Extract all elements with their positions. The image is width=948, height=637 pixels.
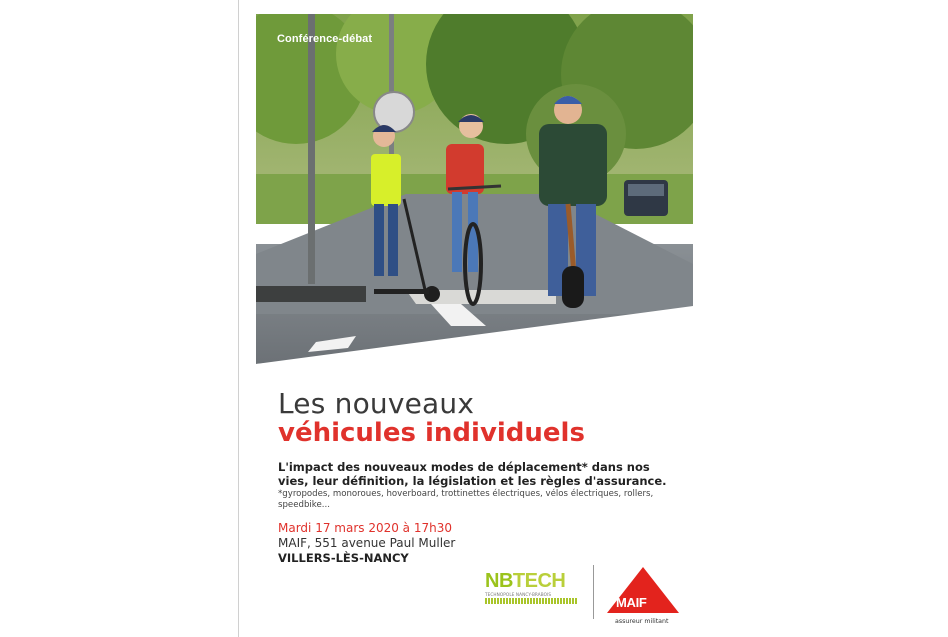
maif-logo <box>607 567 679 625</box>
page-edge <box>238 0 239 637</box>
nbtech-barcode-icon <box>485 598 577 604</box>
cover-photo <box>256 14 693 364</box>
cover-photo-illustration <box>256 14 693 364</box>
event-type-label: Conférence-débat <box>277 33 373 45</box>
footnote: *gyropodes, monoroues, hoverboard, trottinettes électriques, vélos électriques, rollers, speedbike... <box>278 489 654 510</box>
nbtech-logo-nb: NB <box>485 570 513 592</box>
event-city: VILLERS-LÈS-NANCY <box>278 551 409 565</box>
nbtech-logo-tech: TECH <box>512 570 566 592</box>
event-address: MAIF, 551 avenue Paul Muller <box>278 536 456 550</box>
event-poster <box>256 14 693 637</box>
logo-divider <box>593 565 594 619</box>
maif-tagline: assureur militant <box>615 618 669 625</box>
title-line-2: véhicules individuels <box>278 418 585 448</box>
nbtech-logo <box>485 570 583 616</box>
nbtech-logo-name <box>485 570 565 592</box>
event-date: Mardi 17 mars 2020 à 17h30 <box>278 521 452 535</box>
title-line-1: Les nouveaux <box>278 387 475 420</box>
maif-logo-name: MAIF <box>616 595 647 610</box>
nbtech-tagline: TECHNOPOLE NANCY-BRABOIS <box>485 592 552 597</box>
subtitle: L'impact des nouveaux modes de déplacement* dans nos vies, leur définition, la législation et les règles d'assurance. <box>278 460 667 488</box>
